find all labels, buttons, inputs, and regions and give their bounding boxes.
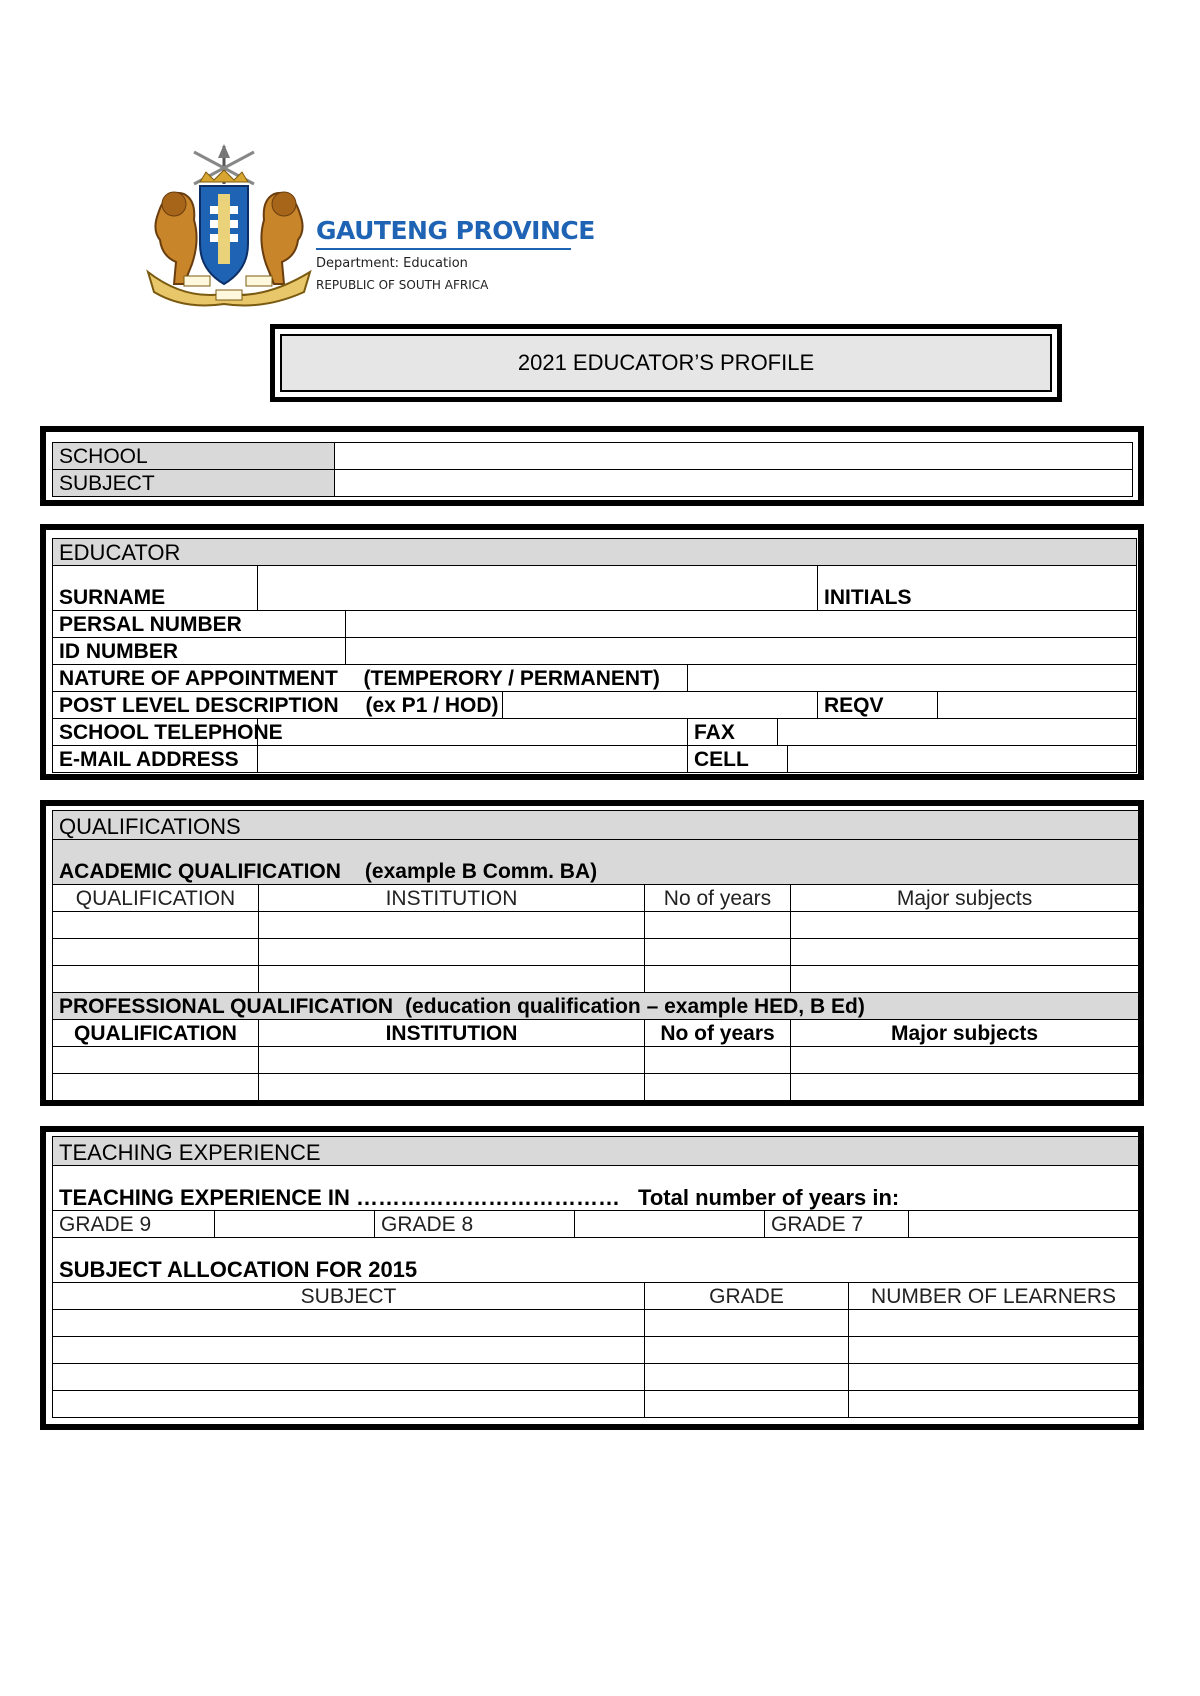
table-cell[interactable] [259, 939, 645, 966]
subject-label: SUBJECT [53, 470, 335, 497]
table-cell[interactable] [791, 966, 1139, 993]
table-cell[interactable] [53, 1337, 645, 1364]
persal-field[interactable] [346, 611, 1137, 638]
post-level-field[interactable] [503, 692, 818, 719]
page-title: 2021 EDUCATOR’S PROFILE [280, 334, 1052, 392]
id-number-label: ID NUMBER [53, 638, 346, 665]
table-cell[interactable] [53, 1391, 645, 1418]
table-cell[interactable] [791, 939, 1139, 966]
province-name: GAUTENG PROVINCE [316, 216, 595, 245]
professional-col-years: No of years [645, 1020, 791, 1047]
reqv-field[interactable] [938, 692, 1137, 719]
qualifications-section [40, 800, 1144, 1106]
table-cell[interactable] [53, 939, 259, 966]
grade7-field[interactable] [909, 1211, 1139, 1238]
academic-col-qualification: QUALIFICATION [53, 885, 259, 912]
table-cell[interactable] [645, 966, 791, 993]
surname-label: SURNAME [53, 566, 258, 611]
table-row [53, 939, 1139, 966]
academic-hint: (example B Comm. BA) [364, 860, 598, 883]
table-cell[interactable] [791, 1047, 1139, 1074]
table-cell[interactable] [849, 1337, 1139, 1364]
table-cell[interactable] [849, 1364, 1139, 1391]
table-row [53, 1047, 1139, 1074]
grade9-label: GRADE 9 [53, 1211, 215, 1238]
grade7-label: GRADE 7 [765, 1211, 909, 1238]
department-name: Department: Education [316, 256, 468, 271]
table-cell[interactable] [849, 1391, 1139, 1418]
country-name: REPUBLIC OF SOUTH AFRICA [316, 278, 489, 292]
teaching-heading: TEACHING EXPERIENCE [53, 1137, 1139, 1166]
qualifications-heading: QUALIFICATIONS [53, 811, 1139, 840]
allocation-col-subject: SUBJECT [53, 1283, 645, 1310]
total-years-label: Total number of years in: [638, 1185, 900, 1210]
email-field[interactable] [258, 746, 688, 773]
table-row [53, 912, 1139, 939]
table-cell[interactable] [645, 1074, 791, 1101]
teaching-section [40, 1126, 1144, 1430]
experience-in-label: TEACHING EXPERIENCE IN ……………………………… [59, 1185, 621, 1210]
appointment-field[interactable] [688, 665, 1137, 692]
subject-field[interactable] [335, 470, 1133, 497]
email-label: E-MAIL ADDRESS [53, 746, 258, 773]
table-row [53, 1310, 1139, 1337]
table-cell[interactable] [259, 966, 645, 993]
academic-col-subjects: Major subjects [791, 885, 1139, 912]
table-cell[interactable] [645, 1364, 849, 1391]
telephone-label: SCHOOL TELEPHONE [53, 719, 258, 746]
table-cell[interactable] [259, 1047, 645, 1074]
professional-label: PROFESSIONAL QUALIFICATION [59, 995, 394, 1018]
initials-label[interactable]: INITIALS [818, 566, 1137, 611]
professional-hint: (education qualification – example HED, B Ed) [405, 995, 865, 1018]
table-cell[interactable] [791, 1074, 1139, 1101]
persal-label: PERSAL NUMBER [53, 611, 346, 638]
allocation-col-learners: NUMBER OF LEARNERS [849, 1283, 1139, 1310]
appointment-hint: (TEMPERORY / PERMANENT) [346, 665, 688, 692]
id-number-field[interactable] [346, 638, 1137, 665]
professional-col-institution: INSTITUTION [259, 1020, 645, 1047]
table-cell[interactable] [53, 966, 259, 993]
table-row [53, 1337, 1139, 1364]
table-cell[interactable] [259, 912, 645, 939]
brand-divider [316, 248, 571, 250]
table-cell[interactable] [645, 1310, 849, 1337]
school-section [40, 426, 1144, 506]
school-label: SCHOOL [53, 443, 335, 470]
allocation-heading: SUBJECT ALLOCATION FOR 2015 [53, 1238, 1139, 1283]
academic-heading [53, 840, 1139, 885]
post-level-label: POST LEVEL DESCRIPTION [53, 692, 346, 719]
coat-of-arms-icon [144, 144, 314, 304]
table-row [53, 966, 1139, 993]
fax-field[interactable] [778, 719, 1137, 746]
professional-col-qualification: QUALIFICATION [53, 1020, 259, 1047]
surname-field[interactable] [258, 566, 818, 611]
educator-heading: EDUCATOR [53, 539, 1137, 566]
post-level-hint: (ex P1 / HOD) [346, 692, 503, 719]
table-cell[interactable] [53, 1074, 259, 1101]
school-field[interactable] [335, 443, 1133, 470]
grade8-label: GRADE 8 [375, 1211, 575, 1238]
grade8-field[interactable] [575, 1211, 765, 1238]
professional-heading [53, 993, 1139, 1020]
table-cell[interactable] [645, 939, 791, 966]
academic-label: ACADEMIC QUALIFICATION [59, 860, 341, 883]
allocation-col-grade: GRADE [645, 1283, 849, 1310]
academic-col-years: No of years [645, 885, 791, 912]
table-cell[interactable] [53, 1364, 645, 1391]
cell-field[interactable] [788, 746, 1137, 773]
academic-col-institution: INSTITUTION [259, 885, 645, 912]
professional-col-subjects: Major subjects [791, 1020, 1139, 1047]
table-cell[interactable] [53, 1047, 259, 1074]
table-row [53, 1364, 1139, 1391]
table-cell[interactable] [53, 1310, 645, 1337]
title-box [270, 324, 1062, 402]
telephone-field[interactable] [258, 719, 688, 746]
appointment-label: NATURE OF APPOINTMENT [53, 665, 346, 692]
experience-row [53, 1166, 1139, 1211]
table-cell[interactable] [53, 912, 259, 939]
grade9-field[interactable] [215, 1211, 375, 1238]
table-row [53, 1391, 1139, 1418]
table-cell[interactable] [645, 1391, 849, 1418]
department-logo [144, 144, 595, 304]
table-cell[interactable] [645, 1047, 791, 1074]
table-cell[interactable] [645, 1337, 849, 1364]
reqv-label: REQV [818, 692, 938, 719]
fax-label: FAX [688, 719, 778, 746]
table-cell[interactable] [849, 1310, 1139, 1337]
table-cell[interactable] [791, 912, 1139, 939]
table-cell[interactable] [259, 1074, 645, 1101]
educator-section [40, 524, 1144, 780]
table-row [53, 1074, 1139, 1101]
cell-label: CELL [688, 746, 788, 773]
table-cell[interactable] [645, 912, 791, 939]
